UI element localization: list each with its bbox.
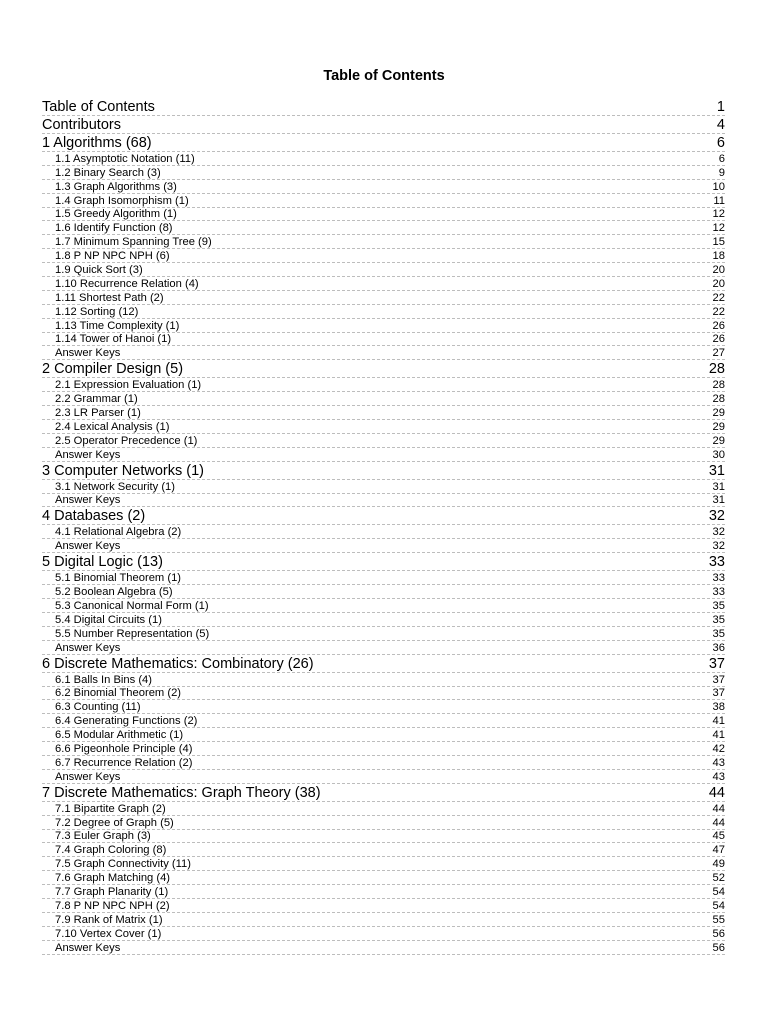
toc-entry-title: 5.3 Canonical Normal Form (1) xyxy=(55,599,209,612)
toc-entry-page-number: 56 xyxy=(712,941,725,954)
toc-entry-title: 4.1 Relational Algebra (2) xyxy=(55,526,182,539)
toc-section-entry[interactable] xyxy=(42,913,725,927)
toc-entry-page-number: 29 xyxy=(712,407,725,420)
toc-entry-page-number: 35 xyxy=(712,627,725,640)
toc-entry-page-number: 10 xyxy=(712,180,725,193)
toc-entry-title: 1.7 Minimum Spanning Tree (9) xyxy=(55,236,212,249)
toc-entry-page-number: 11 xyxy=(713,194,725,207)
toc-entry-page-number: 36 xyxy=(712,641,725,654)
toc-entry-title: 1.11 Shortest Path (2) xyxy=(55,291,164,304)
toc-entry-title: 3 Computer Networks (1) xyxy=(42,462,204,479)
toc-entry-page-number: 15 xyxy=(712,236,725,249)
toc-entry-title: 2.4 Lexical Analysis (1) xyxy=(55,420,170,433)
toc-entry-title: 1.10 Recurrence Relation (4) xyxy=(55,277,199,290)
toc-section-entry[interactable] xyxy=(42,885,725,899)
toc-chapter-entry[interactable] xyxy=(42,360,725,378)
toc-entry-title: 7 Discrete Mathematics: Graph Theory (38) xyxy=(42,784,321,801)
toc-section-entry[interactable] xyxy=(42,235,725,249)
toc-section-entry[interactable] xyxy=(42,599,725,613)
toc-entry-page-number: 31 xyxy=(708,462,725,479)
toc-entry-page-number: 18 xyxy=(712,250,725,263)
toc-entry-title: 1.1 Asymptotic Notation (11) xyxy=(55,152,195,165)
toc-chapter-entry[interactable] xyxy=(42,655,725,673)
toc-section-entry[interactable] xyxy=(42,802,725,816)
toc-section-entry[interactable] xyxy=(42,333,725,347)
toc-section-entry[interactable] xyxy=(42,756,725,770)
toc-entry-page-number: 33 xyxy=(712,572,725,585)
toc-entry-title: 2.2 Grammar (1) xyxy=(55,393,138,406)
toc-entry-page-number: 41 xyxy=(712,715,725,728)
toc-section-entry[interactable] xyxy=(42,406,725,420)
toc-entry-page-number: 35 xyxy=(712,613,725,626)
toc-entry-title: 6.4 Generating Functions (2) xyxy=(55,715,198,728)
toc-entry-page-number: 42 xyxy=(712,742,725,755)
toc-section-entry[interactable] xyxy=(42,585,725,599)
toc-section-entry[interactable] xyxy=(42,871,725,885)
toc-entry-title: 7.7 Graph Planarity (1) xyxy=(55,885,169,898)
toc-entry-title: Answer Keys xyxy=(55,641,121,654)
toc-section-entry[interactable] xyxy=(42,305,725,319)
toc-section-entry[interactable] xyxy=(42,927,725,941)
toc-entry-page-number: 43 xyxy=(712,770,725,783)
toc-section-entry[interactable] xyxy=(42,319,725,333)
toc-entry-page-number: 4 xyxy=(716,117,725,133)
toc-section-entry[interactable] xyxy=(42,687,725,701)
toc-section-entry[interactable] xyxy=(42,494,725,508)
toc-chapter-entry[interactable] xyxy=(42,116,725,134)
toc-entry-page-number: 55 xyxy=(712,913,725,926)
toc-entry-title: 5.1 Binomial Theorem (1) xyxy=(55,572,182,585)
toc-entry-title: 6.5 Modular Arithmetic (1) xyxy=(55,729,184,742)
toc-entry-title: 4 Databases (2) xyxy=(42,508,146,525)
toc-entry-page-number: 45 xyxy=(712,830,725,843)
toc-entry-page-number: 32 xyxy=(712,540,725,553)
toc-entry-page-number: 31 xyxy=(712,480,725,493)
toc-entry-title: 2.1 Expression Evaluation (1) xyxy=(55,379,202,392)
toc-entry-title: 7.9 Rank of Matrix (1) xyxy=(55,913,163,926)
toc-entry-page-number: 43 xyxy=(712,756,725,769)
toc-section-entry[interactable] xyxy=(42,263,725,277)
toc-entry-title: 7.5 Graph Connectivity (11) xyxy=(55,858,191,871)
toc-entry-page-number: 20 xyxy=(712,264,725,277)
toc-chapter-entry[interactable] xyxy=(42,134,725,152)
toc-entry-page-number: 26 xyxy=(712,333,725,346)
toc-entry-page-number: 28 xyxy=(712,379,725,392)
toc-entry-title: 7.2 Degree of Graph (5) xyxy=(55,816,174,829)
page-title: Table of Contents xyxy=(323,68,445,84)
toc-entry-title: 1.3 Graph Algorithms (3) xyxy=(55,180,177,193)
toc-section-entry[interactable] xyxy=(42,941,725,955)
toc-entry-page-number: 22 xyxy=(712,305,725,318)
toc-entry-page-number: 35 xyxy=(712,599,725,612)
toc-entry-title: 6.7 Recurrence Relation (2) xyxy=(55,756,193,769)
toc-entry-page-number: 44 xyxy=(708,784,725,801)
toc-entry-title: 1.5 Greedy Algorithm (1) xyxy=(55,208,177,221)
toc-entry-page-number: 47 xyxy=(712,844,725,857)
toc-entry-title: 1.14 Tower of Hanoi (1) xyxy=(55,333,172,346)
toc-section-entry[interactable] xyxy=(42,194,725,208)
toc-entry-page-number: 33 xyxy=(712,586,725,599)
toc-entry-title: 1.4 Graph Isomorphism (1) xyxy=(55,194,189,207)
toc-entry-page-number: 41 xyxy=(712,729,725,742)
toc-entry-page-number: 38 xyxy=(712,701,725,714)
toc-list xyxy=(42,98,725,955)
toc-entry-page-number: 32 xyxy=(708,508,725,525)
toc-section-entry[interactable] xyxy=(42,448,725,462)
toc-entry-title: 1.8 P NP NPC NPH (6) xyxy=(55,250,170,263)
toc-section-entry[interactable] xyxy=(42,291,725,305)
toc-entry-title: 6.2 Binomial Theorem (2) xyxy=(55,687,182,700)
toc-entry-page-number: 12 xyxy=(712,222,725,235)
toc-entry-page-number: 37 xyxy=(708,655,725,672)
toc-chapter-entry[interactable] xyxy=(42,98,725,116)
toc-section-entry[interactable] xyxy=(42,742,725,756)
toc-entry-title: 6 Discrete Mathematics: Combinatory (26) xyxy=(42,655,314,672)
toc-entry-page-number: 33 xyxy=(708,554,725,571)
toc-entry-title: Answer Keys xyxy=(55,494,121,507)
toc-entry-title: 6.6 Pigeonhole Principle (4) xyxy=(55,742,193,755)
toc-entry-page-number: 12 xyxy=(712,208,725,221)
toc-entry-page-number: 37 xyxy=(712,687,725,700)
toc-entry-title: 5.5 Number Representation (5) xyxy=(55,627,210,640)
toc-entry-page-number: 37 xyxy=(712,673,725,686)
toc-section-entry[interactable] xyxy=(42,221,725,235)
toc-entry-page-number: 9 xyxy=(718,166,725,179)
toc-section-entry[interactable] xyxy=(42,714,725,728)
toc-section-entry[interactable] xyxy=(42,641,725,655)
toc-entry-page-number: 22 xyxy=(712,291,725,304)
toc-entry-page-number: 44 xyxy=(712,802,725,815)
toc-entry-title: 7.3 Euler Graph (3) xyxy=(55,830,151,843)
toc-entry-title: Table of Contents xyxy=(42,99,155,115)
toc-section-entry[interactable] xyxy=(42,378,725,392)
toc-entry-title: 5.2 Boolean Algebra (5) xyxy=(55,586,173,599)
toc-entry-page-number: 44 xyxy=(712,816,725,829)
toc-entry-title: 5.4 Digital Circuits (1) xyxy=(55,613,162,626)
toc-entry-page-number: 20 xyxy=(712,277,725,290)
toc-entry-page-number: 49 xyxy=(712,858,725,871)
toc-section-entry[interactable] xyxy=(42,728,725,742)
toc-entry-title: 2.5 Operator Precedence (1) xyxy=(55,434,198,447)
toc-entry-page-number: 28 xyxy=(712,393,725,406)
toc-entry-page-number: 26 xyxy=(712,319,725,332)
toc-entry-page-number: 29 xyxy=(712,420,725,433)
toc-entry-page-number: 27 xyxy=(712,347,725,360)
toc-entry-page-number: 30 xyxy=(712,448,725,461)
toc-entry-title: Contributors xyxy=(42,117,121,133)
toc-entry-page-number: 52 xyxy=(712,872,725,885)
toc-entry-title: Answer Keys xyxy=(55,540,121,553)
toc-section-entry[interactable] xyxy=(42,571,725,585)
toc-section-entry[interactable] xyxy=(42,180,725,194)
toc-entry-page-number: 54 xyxy=(712,899,725,912)
toc-entry-title: 1.13 Time Complexity (1) xyxy=(55,319,180,332)
toc-entry-title: 7.8 P NP NPC NPH (2) xyxy=(55,899,170,912)
toc-chapter-entry[interactable] xyxy=(42,462,725,480)
toc-section-entry[interactable] xyxy=(42,152,725,166)
toc-section-entry[interactable] xyxy=(42,770,725,784)
toc-section-entry[interactable] xyxy=(42,208,725,222)
toc-section-entry[interactable] xyxy=(42,673,725,687)
toc-entry-title: 6.1 Balls In Bins (4) xyxy=(55,673,153,686)
toc-section-entry[interactable] xyxy=(42,249,725,263)
toc-entry-title: 1.6 Identify Function (8) xyxy=(55,222,173,235)
toc-entry-page-number: 54 xyxy=(712,885,725,898)
toc-entry-title: 7.6 Graph Matching (4) xyxy=(55,872,171,885)
toc-section-entry[interactable] xyxy=(42,480,725,494)
toc-entry-page-number: 31 xyxy=(712,494,725,507)
toc-section-entry[interactable] xyxy=(42,627,725,641)
toc-section-entry[interactable] xyxy=(42,843,725,857)
toc-section-entry[interactable] xyxy=(42,392,725,406)
toc-section-entry[interactable] xyxy=(42,434,725,448)
toc-section-entry[interactable] xyxy=(42,899,725,913)
toc-entry-page-number: 32 xyxy=(712,526,725,539)
toc-entry-title: 5 Digital Logic (13) xyxy=(42,554,163,571)
toc-section-entry[interactable] xyxy=(42,166,725,180)
toc-section-entry[interactable] xyxy=(42,700,725,714)
toc-chapter-entry[interactable] xyxy=(42,507,725,525)
toc-entry-page-number: 28 xyxy=(708,361,725,378)
toc-entry-title: 7.4 Graph Coloring (8) xyxy=(55,844,167,857)
toc-entry-page-number: 6 xyxy=(718,152,725,165)
toc-entry-title: 3.1 Network Security (1) xyxy=(55,480,175,493)
toc-entry-title: 1.12 Sorting (12) xyxy=(55,305,139,318)
toc-entry-title: 2 Compiler Design (5) xyxy=(42,361,184,378)
toc-entry-title: Answer Keys xyxy=(55,770,121,783)
toc-entry-title: 1.2 Binary Search (3) xyxy=(55,166,161,179)
toc-section-entry[interactable] xyxy=(42,277,725,291)
toc-section-entry[interactable] xyxy=(42,816,725,830)
toc-entry-title: 1.9 Quick Sort (3) xyxy=(55,264,143,277)
toc-section-entry[interactable] xyxy=(42,346,725,360)
toc-entry-title: 7.1 Bipartite Graph (2) xyxy=(55,802,166,815)
toc-section-entry[interactable] xyxy=(42,830,725,844)
toc-entry-title: Answer Keys xyxy=(55,347,121,360)
toc-entry-title: Answer Keys xyxy=(55,448,121,461)
toc-entry-title: Answer Keys xyxy=(55,941,121,954)
toc-entry-page-number: 56 xyxy=(712,927,725,940)
toc-section-entry[interactable] xyxy=(42,857,725,871)
toc-section-entry[interactable] xyxy=(42,613,725,627)
toc-entry-title: 6.3 Counting (11) xyxy=(55,701,141,714)
toc-entry-title: 7.10 Vertex Cover (1) xyxy=(55,927,162,940)
toc-section-entry[interactable] xyxy=(42,420,725,434)
toc-chapter-entry[interactable] xyxy=(42,553,725,571)
toc-chapter-entry[interactable] xyxy=(42,784,725,802)
toc-entry-title: 2.3 LR Parser (1) xyxy=(55,407,141,420)
toc-section-entry[interactable] xyxy=(42,525,725,539)
toc-entry-page-number: 1 xyxy=(716,99,725,115)
toc-entry-page-number: 29 xyxy=(712,434,725,447)
toc-entry-page-number: 6 xyxy=(716,135,725,151)
toc-section-entry[interactable] xyxy=(42,539,725,553)
toc-entry-title: 1 Algorithms (68) xyxy=(42,135,152,151)
